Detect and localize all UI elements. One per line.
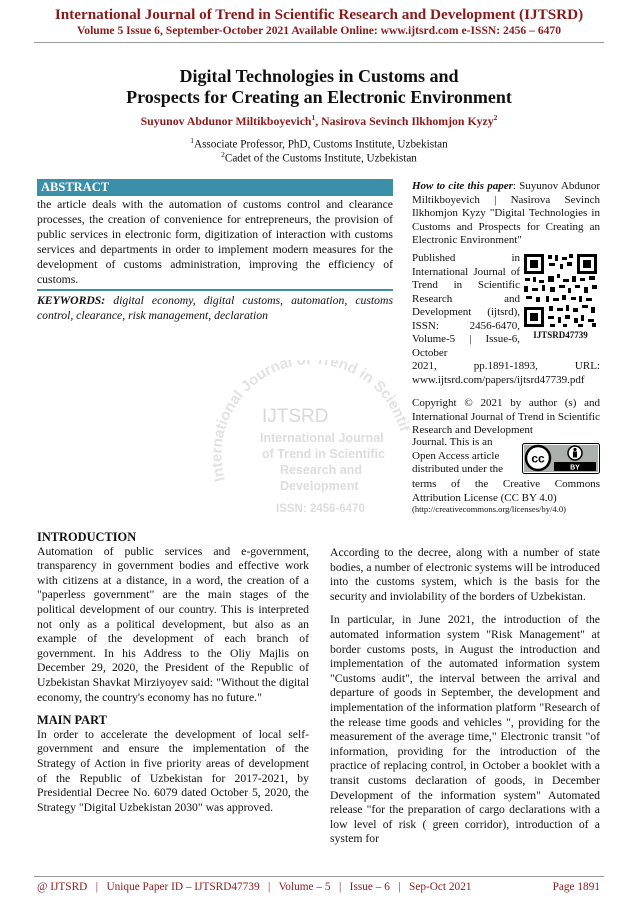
watermark-line4: Development (280, 479, 359, 493)
qr-code (522, 252, 599, 329)
keywords-text: digital economy, digital customs, automation, customs control, clearance, risk management, declaration (37, 294, 393, 322)
watermark-arc-text: International Journal o rend in Scienti (210, 360, 410, 484)
main-part-paragraph: In order to accelerate the development of local self-government and ensure the implementation of the Strategy of Action in five priority areas of development of the Republic of Uzbekistan for 2017-2021, by Presidential Decree No. 6079 dated October 5, 2020, the Strategy "Digital Uzbekistan 2030" was approved. (37, 727, 309, 814)
watermark-line2: of Trend in Scientific (262, 447, 385, 461)
qr-code-icon (522, 252, 599, 329)
affiliation-1 (0, 136, 638, 151)
left-column (37, 530, 309, 815)
copyright-text: Copyright © 2021 by author (s) and International Journal of Trend in Scientific Research and Development (412, 397, 600, 436)
paper-title (0, 66, 638, 108)
affiliation-1-text: Associate Professor, PhD, Customs Institute, Uzbekistan (194, 138, 448, 151)
cite-label-text: How to cite this paper (412, 180, 513, 192)
introduction-paragraph: Automation of public services and e-government, transparency in government bodies and effective work with citizens at a distance, in a word, the creation of a "paperless government" are the main stages of the political development of our country. This is interpreted not only as a political development, but also as an example of the development of each branch of government. In his Address to the Oliy Majlis on December 29, 2020, the President of the Republic of Uzbekistan Shavkat Mirziyoyev said: "Without the digital economy, the country's economy has no future." (37, 544, 309, 704)
watermark-line3: Research and (280, 463, 362, 477)
journal-issue-line: Volume 5 Issue 6, September-October 2021 Available Online: www.ijtsrd.com e-ISSN: 2456 – 6470 (76, 24, 562, 37)
footer-info: @ IJTSRD | Unique Paper ID – IJTSRD47739 | Volume – 5 | Issue – 6 | Sep-Oct 2021 (37, 881, 472, 893)
authors (0, 113, 638, 129)
qr-paper-id: IJTSRD47739 (533, 330, 588, 340)
author-2-sup: 2 (493, 113, 498, 122)
author-1: Suyunov Abdunor Miltikboyevich (140, 113, 312, 128)
copyright-open-access: Journal. This is an Open Access article distributed under the (412, 436, 504, 475)
author-1-sup: 1 (311, 113, 316, 122)
keywords (37, 293, 393, 323)
author-2: Nasirova Sevinch Ilkhomjon Kyzy (321, 113, 494, 128)
affiliation-1-sup: 1 (190, 136, 194, 145)
abstract-heading: ABSTRACT (37, 179, 393, 196)
watermark-seal-icon (210, 360, 410, 540)
page-footer (37, 881, 600, 893)
header-divider (34, 42, 604, 43)
cc-by-badge (522, 443, 600, 474)
page-number: Page 1891 (552, 881, 600, 893)
cc-by-icon (522, 443, 600, 474)
journal-title: International Journal of Trend in Scientific Research and Development (IJTSRD) (54, 6, 584, 23)
journal-watermark (210, 360, 410, 540)
paper-title-line1: Digital Technologies in Customs and (179, 66, 459, 86)
watermark-issn: ISSN: 2456-6470 (276, 503, 365, 515)
section-heading-main-part: MAIN PART (37, 713, 107, 728)
cc-label: cc (531, 451, 545, 466)
abstract-text: the article deals with the automation of customs control and clearance processes, the creation of convenience for entrepreneurs, the provision of public services in electronic form, digitization of interaction with customs services and departments in order to implement modern measures for the development of customs administration, improving the efficiency of customs. (37, 196, 393, 291)
section-heading-introduction: INTRODUCTION (37, 530, 137, 544)
affiliation-2-text: Cadet of the Customs Institute, Uzbekistan (224, 152, 417, 165)
cite-url: 2021, pp.1891-1893, URL: www.ijtsrd.com/papers/ijtsrd47739.pdf (412, 360, 600, 386)
affiliation-2 (0, 150, 638, 165)
abstract-box (37, 179, 393, 287)
watermark-line1: International Journal (260, 431, 384, 445)
copyright-license: terms of the Creative Commons Attribution License (CC BY 4.0) (412, 478, 600, 504)
by-label: BY (570, 464, 580, 472)
license-url: (http://creativecommons.org/licenses/by/4.0) (412, 504, 567, 514)
right-paragraph-1: According to the decree, along with a number of state bodies, a number of electronic systems will be introduced into the customs system, which is the basis for the security and inviolability of the borders of Uzbekistan. (330, 546, 600, 603)
affiliation-2-sup: 2 (221, 150, 225, 159)
right-paragraph-2: In particular, in June 2021, the introduction of the automated information system "Risk Management" at border customs posts, in August the introduction and implementation of the automated information system "Customs audit", the interval between the arrival and departure of goods in September, the development and implementation of the information platform "Research of the release time goods and vehicles ", providing for the measurement of the average time," Electronic transit "of information, providing for the introduction of the practice of replacing control, in October a booklet with a transit customs declaration of goods, in December Development of the information system" Automated release "for the preparation of cargo declarations with a low level of risk ( green corridor), introduction of a system for (330, 613, 600, 846)
how-to-cite-block (412, 180, 600, 248)
author-separator: , (315, 113, 322, 128)
right-column (330, 546, 600, 847)
watermark-name: IJTSRD (262, 406, 329, 427)
paper-title-line2: Prospects for Creating an Electronic Environment (126, 87, 512, 107)
cite-published: Published in International Journal of Trend in Scientific Research and Development (ijtsrd), ISSN: 2456-6470, Volume-5 | Issue-6, October (412, 252, 520, 359)
keywords-label: KEYWORDS: (37, 294, 106, 307)
cite-body-text: : Suyunov Abdunor Miltikboyevich | Nasirova Sevinch Ilkhomjon Kyzy "Digital Technologies in Customs and Prospects for Creating an Electronic Environment" (412, 180, 600, 246)
footer-divider (34, 876, 604, 877)
